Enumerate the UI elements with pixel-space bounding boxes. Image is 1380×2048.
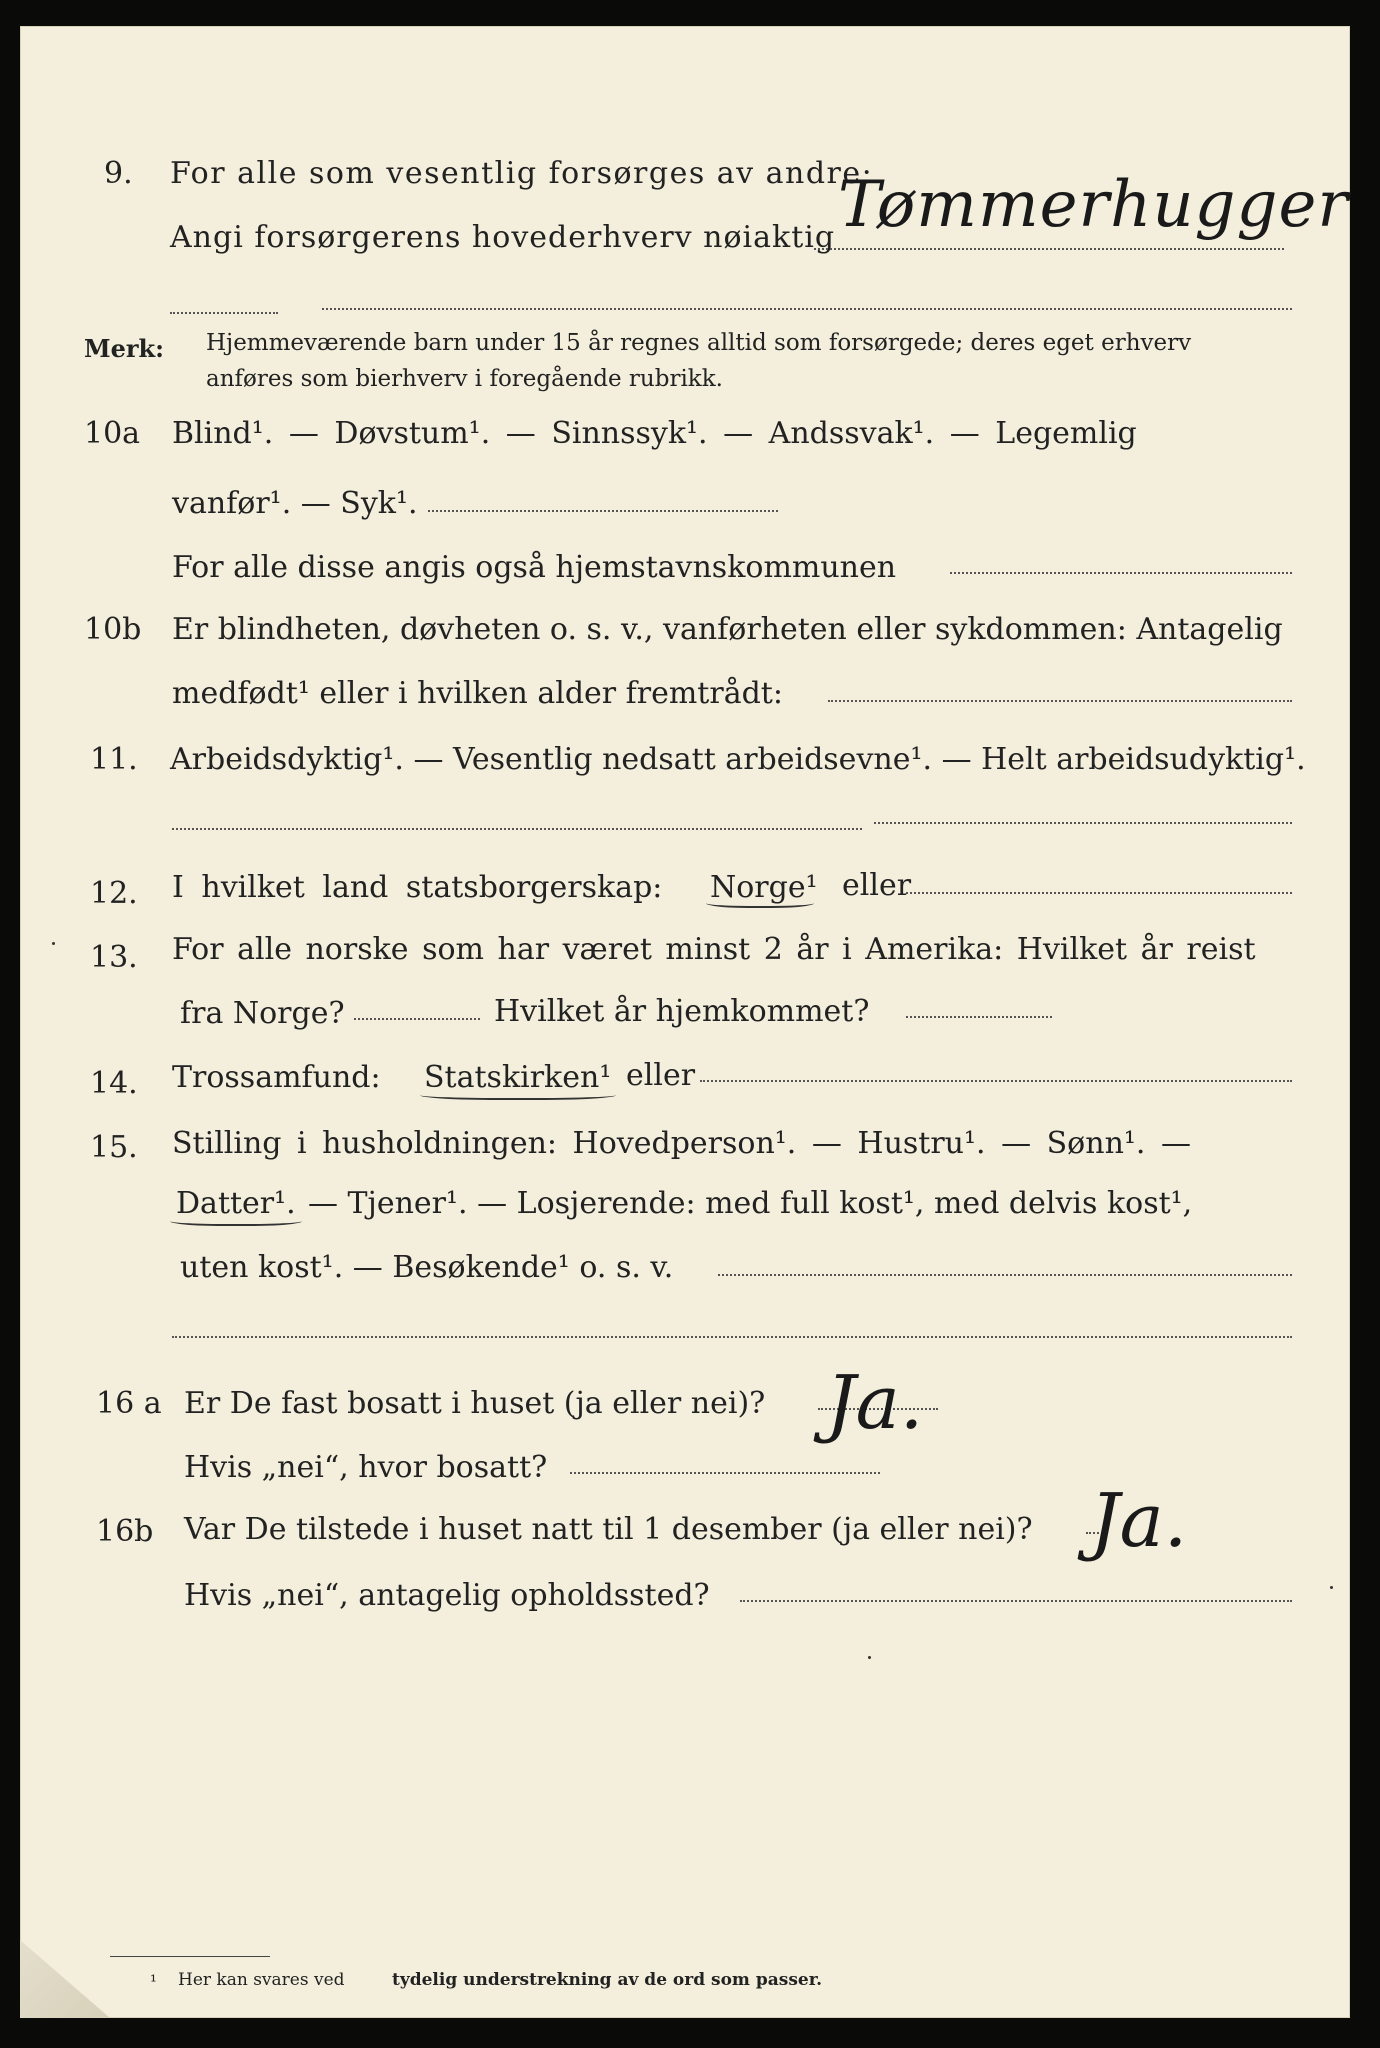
q15-option-datter: Datter¹. [176, 1186, 296, 1221]
q11-line-b [874, 822, 1292, 824]
footnote-bold-text: tydelig understrekning av de ord som passer. [392, 1970, 823, 1990]
q15-line3: uten kost¹. — Besøkende¹ o. s. v. [180, 1250, 674, 1285]
q9-answer-line [814, 248, 1284, 250]
q16a-handwritten-answer: Ja. [826, 1360, 924, 1446]
q16a-line2: Hvis „nei“, hvor bosatt? [184, 1450, 548, 1485]
q15-answer-line [718, 1274, 1292, 1276]
q16b-residence-line [740, 1600, 1292, 1602]
q10a-line2: vanfør¹. — Syk¹. [172, 486, 418, 521]
q15-number: 15. [90, 1130, 138, 1165]
q9-number: 9. [104, 156, 133, 191]
footnote-text-bold [392, 1970, 822, 1990]
q13-year-left-line [354, 1018, 480, 1020]
footnote-mark: ¹ [150, 1972, 157, 1992]
q16a-number: 16 a [96, 1386, 162, 1421]
q10a-line3: For alle disse angis også hjemstavnskommunen [172, 550, 897, 585]
merk-line2: anføres som bierhverv i foregående rubrikk. [206, 366, 723, 392]
q12-line1-eller: eller [842, 868, 912, 903]
q14-statskirken-underline [420, 1088, 616, 1100]
q14-answer-line [700, 1080, 1292, 1082]
q9-extra-line-b [322, 308, 1292, 310]
q9-line1: For alle som vesentlig forsørges av andre: [170, 156, 874, 191]
q10b-answer-line [828, 700, 1292, 702]
merk-label: Merk: [84, 334, 164, 363]
q10a-number: 10a [84, 416, 141, 451]
q14-eller: eller [626, 1058, 696, 1093]
q16b-line1: Var De tilstede i huset natt til 1 desember (ja eller nei)? [184, 1512, 1033, 1547]
q10a-municipality-line [950, 572, 1292, 574]
q12-number: 12. [90, 876, 138, 911]
paper-speck [1330, 1586, 1333, 1589]
q13-line2-hjemkommet: Hvilket år hjemkommet? [494, 994, 870, 1029]
paper-speck [868, 1656, 871, 1659]
q11-line1: Arbeidsdyktig¹. — Vesentlig nedsatt arbeidsevne¹. — Helt arbeidsudyktig¹. [170, 742, 1306, 777]
merk-line1: Hjemmeværende barn under 15 år regnes alltid som forsørgede; deres eget erhverv [206, 330, 1192, 356]
q10b-number: 10b [84, 612, 142, 647]
q16b-handwritten-answer: Ja. [1090, 1478, 1188, 1564]
q12-answer-line [906, 892, 1292, 894]
q10a-sick-line [428, 510, 778, 512]
q12-option-norge: Norge¹ [710, 870, 818, 905]
q10b-line2: medfødt¹ eller i hvilken alder fremtrådt: [172, 676, 783, 711]
q13-year-returned-line [906, 1016, 1052, 1018]
q15-line2-rest: — Tjener¹. — Losjerende: med full kost¹, med delvis kost¹, [308, 1186, 1193, 1221]
q9-handwritten-answer: Tømmerhugger [838, 168, 1349, 242]
q13-line1: For alle norske som har været minst 2 år i Amerika: Hvilket år reist [172, 932, 1256, 967]
q10a-line1: Blind¹. — Døvstum¹. — Sinnssyk¹. — Andssvak¹. — Legemlig [172, 416, 1137, 451]
q14-number: 14. [90, 1066, 138, 1101]
q16a-where-line [570, 1472, 880, 1474]
q16b-number: 16b [96, 1514, 154, 1549]
q11-line-a [172, 828, 862, 830]
q15-line1: Stilling i husholdningen: Hovedperson¹. — Hustru¹. — Sønn¹. — [172, 1126, 1191, 1161]
q13-number: 13. [90, 940, 138, 975]
q9-line2: Angi forsørgerens hovederhverv nøiaktig [170, 220, 836, 255]
q12-norge-underline [706, 896, 814, 908]
q9-extra-line-a [170, 312, 278, 314]
footnote-rule [110, 1956, 270, 1957]
paper-speck [52, 942, 55, 945]
q11-number: 11. [90, 742, 138, 777]
q15-extra-line [172, 1336, 1292, 1338]
q12-line1-prefix: I hvilket land statsborgerskap: [172, 870, 663, 905]
q16a-line1: Er De fast bosatt i huset (ja eller nei)? [184, 1386, 766, 1421]
q16b-line2: Hvis „nei“, antagelig opholdssted? [184, 1578, 710, 1613]
q14-label: Trossamfund: [172, 1060, 381, 1095]
q14-option-statskirken: Statskirken¹ [424, 1060, 612, 1095]
footnote-text-prefix: Her kan svares ved [178, 1970, 345, 1990]
q13-line2-reist: fra Norge? [180, 996, 345, 1031]
q15-datter-underline [170, 1214, 302, 1226]
q10b-line1: Er blindheten, døvheten o. s. v., vanførheten eller sykdommen: Antagelig [172, 612, 1283, 647]
